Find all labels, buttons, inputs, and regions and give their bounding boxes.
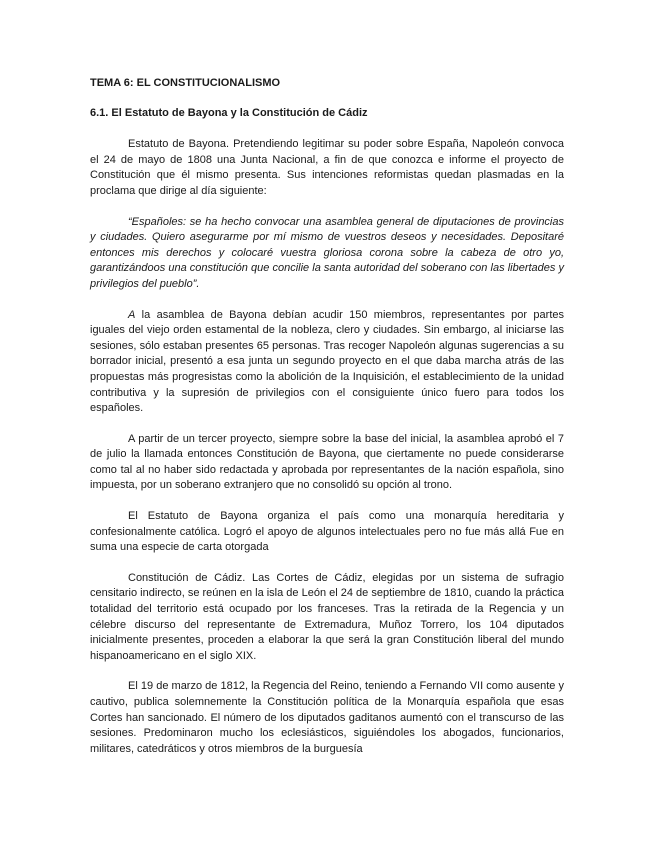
- document-title: TEMA 6: EL CONSTITUCIONALISMO: [90, 77, 281, 89]
- paragraph-text: Las Cortes de Cádiz, elegidas por un sistema de sufragio censitario indirecto, se reúnen en la isla de León el 24 de septiembre de 1810, cuando la práctica totalidad del territorio está ocupado por los franceses. Tras la retirada de la Regencia y un célebre discurso del representante de Extremadura, Muñoz Torrero, los 104 diputados inicialmente presentes, proceden a elaborar la que será la gran Constitución liberal del mundo hispanoamericano en el siglo XIX.: [90, 571, 564, 662]
- paragraph-lead: A: [128, 308, 136, 321]
- paragraph-proclama-quote: [90, 215, 564, 293]
- paragraph-constitucion-cadiz: [90, 571, 564, 665]
- paragraph-1812: [90, 679, 564, 757]
- paragraph-lead: Estatuto de Bayona.: [128, 138, 230, 151]
- paragraph-text: la asamblea de Bayona debían acudir 150 miembros, representantes por partes iguales del viejo orden estamental de la nobleza, clero y ciudades. Sin embargo, al iniciarse las sesiones, sólo estaban presentes 65 personas. Tras recoger Napoleón algunas sugerencias a su borrador inicial, presentó a esa junta un segundo proyecto en el que daba marcha atrás de las propuestas más progresistas como la abolición de la Inquisición, el establecimiento de la unidad contributiva y la supresión de privilegios con el consiguiente único fuero para todos los españoles.: [90, 308, 564, 415]
- paragraph-estatuto-intro: [90, 137, 564, 199]
- paragraph-text: El Estatuto de Bayona organiza el país como una monarquía hereditaria y confesionalmente católica. Logró el apoyo de algunos intelectuales pero no fue más allá Fue en suma una especie de carta otorgada: [90, 510, 564, 554]
- document-page: [90, 76, 564, 772]
- paragraph-asamblea-bayona: [90, 308, 564, 417]
- paragraph-tercer-proyecto: [90, 432, 564, 494]
- section-title: 6.1. El Estatuto de Bayona y la Constitución de Cádiz: [90, 106, 368, 119]
- paragraph-text: Pretendiendo legitimar su poder sobre España, Napoleón convoca el 24 de mayo de 1808 una Junta Nacional, a fin de que conozca e informe el proyecto de Constitución que él mismo presenta. Sus intenciones reformistas quedan plasmadas en la proclama que dirige al día siguiente:: [90, 138, 564, 197]
- quote-text: “Españoles: se ha hecho convocar una asamblea general de diputaciones de provincias y ciudades. Quiero asegurarme por mí mismo de vuestros deseos y necesidades. Depositaré entonces mis derechos y colocaré vuestra gloriosa corona sobre la cabeza de otro yo, garantizándoos una constitución que concilie la santa autoridad del soberano con las libertades y privilegios del pueblo”.: [90, 215, 564, 290]
- paragraph-lead: Constitución de Cádiz.: [128, 571, 246, 584]
- paragraph-text: A partir de un tercer proyecto, siempre sobre la base del inicial, la asamblea aprobó el 7 de julio la llamada entonces Constitución de Bayona, que ciertamente no puede considerarse como tal al no haber sido redactada y aprobada por representantes de la nación española, sino impuesta, por un soberano extranjero que no consolidó su opción al trono.: [90, 432, 564, 492]
- paragraph-text: El 19 de marzo de 1812, la Regencia del Reino, teniendo a Fernando VII como ausente y cautivo, publica solemnemente la Constitución política de la Monarquía española que esas Cortes han sancionado. El número de los diputados gaditanos aumentó con el transcurso de las sesiones. Predominaron mucho los eclesiásticos, siguiéndoles los abogados, funcionarios, militares, catedráticos y otros miembros de la burguesía: [90, 680, 564, 755]
- paragraph-organizacion: [90, 509, 564, 556]
